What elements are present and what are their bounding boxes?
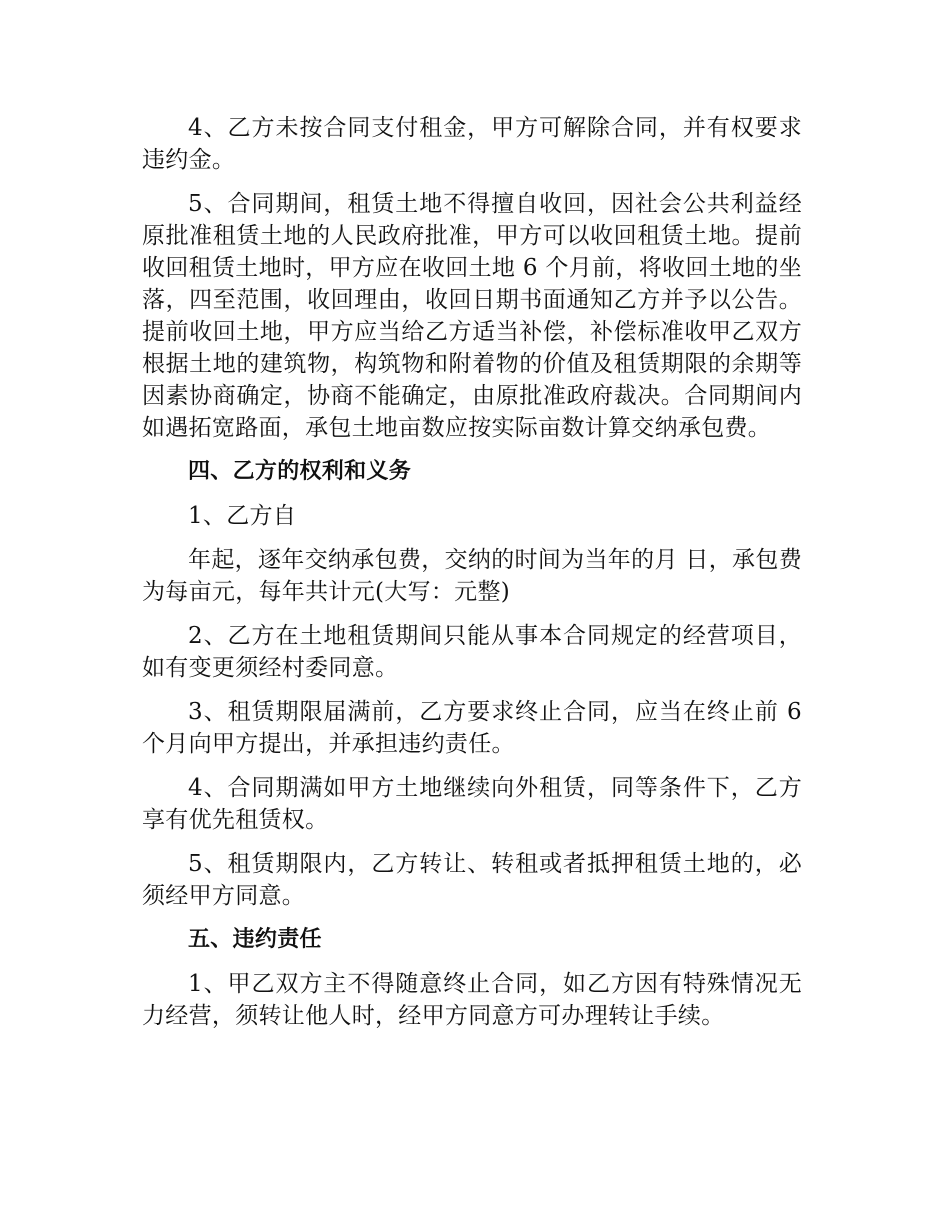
clause-4-1: 1、乙方自 (188, 503, 297, 529)
clause-4-2: 2、乙方在土地租赁期间只能从事本合同规定的经营项目，如有变更须经村委同意。 (142, 623, 802, 681)
clause-4-5: 5、租赁期限内，乙方转让、转租或者抵押租赁土地的，必须经甲方同意。 (142, 851, 802, 909)
clause-4-1-cont: 年起，逐年交纳承包费，交纳的时间为当年的月 日，承包费为每亩元，每年共计元(大写：元整) (142, 547, 802, 605)
section-4-heading: 四、乙方的权利和义务 (188, 459, 412, 484)
section-5-heading: 五、违约责任 (188, 927, 322, 952)
document-page (142, 112, 802, 1044)
clause-5-1: 1、甲乙双方主不得随意终止合同，如乙方因有特殊情况无力经营，须转让他人时，经甲方同意方可办理转让手续。 (142, 971, 802, 1029)
clause-4-4: 4、合同期满如甲方土地继续向外租赁，同等条件下，乙方享有优先租赁权。 (142, 775, 802, 833)
clause-3-4: 4、乙方未按合同支付租金，甲方可解除合同，并有权要求违约金。 (142, 115, 802, 173)
clause-4-3: 3、租赁期限届满前，乙方要求终止合同，应当在终止前 6 个月向甲方提出，并承担违约责任。 (142, 699, 802, 757)
clause-3-5: 5、合同期间，租赁土地不得擅自收回，因社会公共利益经原批准租赁土地的人民政府批准，甲方可以收回租赁土地。提前收回租赁土地时，甲方应在收回土地 6 个月前，将收回土地的坐落，四至范围，收回理由，收回日期书面通知乙方并予以公告。提前收回土地，甲方应当给乙方适当补偿，补偿标准收甲乙双方根据土地的建筑物，构筑物和附着物的价值及租赁期限的余期等因素协商确定，协商不能确定，由原批准政府裁决。合同期间内如遇拓宽路面，承包土地亩数应按实际亩数计算交纳承包费。 (142, 191, 802, 441)
